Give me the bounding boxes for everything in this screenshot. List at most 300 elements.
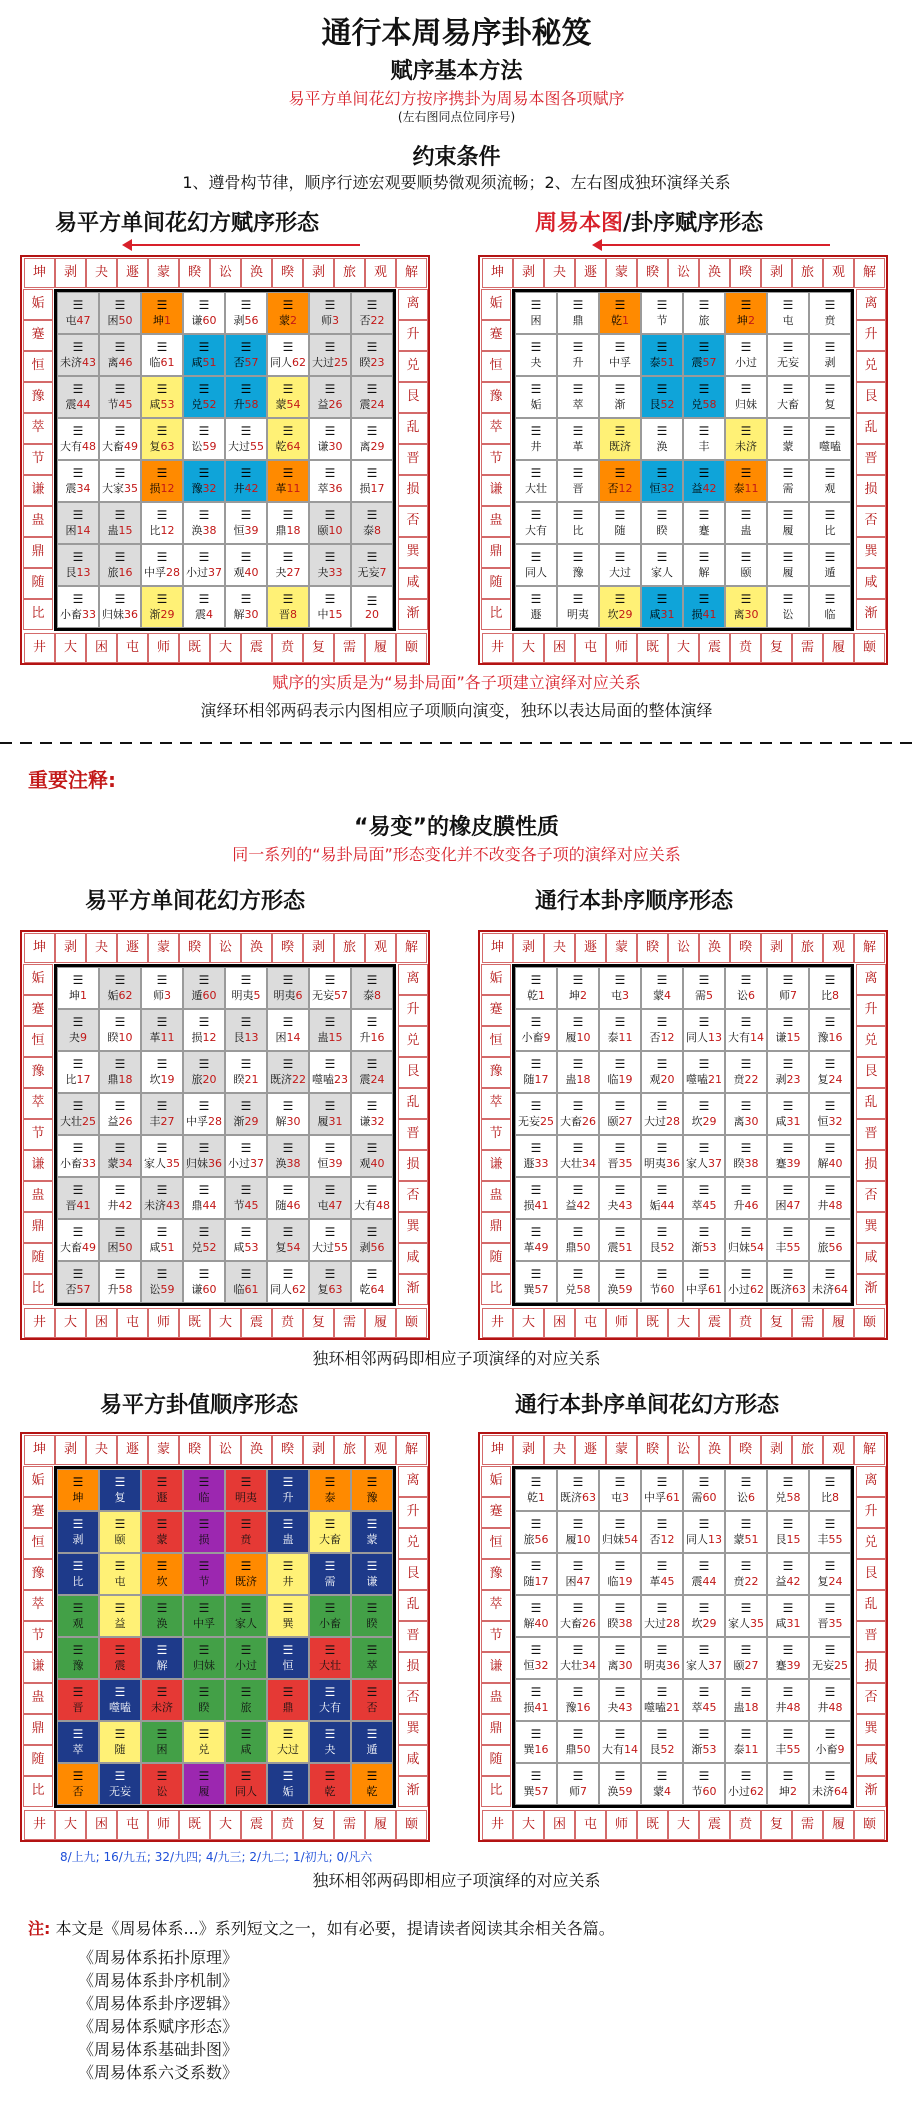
hexagram-cell xyxy=(141,1637,183,1679)
border-label-top: 涣 xyxy=(241,1435,272,1465)
hexagram-icon: ☰ xyxy=(698,973,710,987)
hexagram-label xyxy=(650,1741,675,1757)
hexagram-cell xyxy=(767,967,809,1009)
border-label-top: 暌 xyxy=(272,258,303,288)
hexagram-label xyxy=(779,1783,797,1799)
hexagram-icon: ☰ xyxy=(656,1015,668,1029)
hexagram-number: 29 xyxy=(160,608,175,621)
hexagram-label xyxy=(650,1239,675,1255)
hexagram-cell xyxy=(99,1637,141,1679)
hexagram-cell xyxy=(57,1595,99,1637)
border-label-bottom: 井 xyxy=(24,633,55,663)
hexagram-name: 颐 xyxy=(317,524,329,537)
hexagram-name: 节 xyxy=(691,1785,703,1798)
hexagram-cell xyxy=(99,418,141,460)
border-label-left: 萃 xyxy=(23,1590,53,1621)
hexagram-name: 大过 xyxy=(609,566,631,579)
hexagram-number: 31 xyxy=(786,1617,801,1630)
hexagram-label xyxy=(734,1197,759,1213)
border-label-bottom: 屯 xyxy=(117,633,148,663)
hexagram-icon: ☰ xyxy=(740,1517,752,1531)
hexagram-icon: ☰ xyxy=(240,1475,252,1489)
hexagram-icon: ☰ xyxy=(530,1099,542,1113)
hexagram-cell xyxy=(515,1511,557,1553)
hexagram-label xyxy=(783,564,794,580)
hexagram-icon: ☰ xyxy=(614,466,626,480)
hexagram-label xyxy=(560,1113,596,1129)
hexagram-label xyxy=(686,1281,722,1297)
hexagram-name: 离 xyxy=(107,356,119,369)
hexagram-icon: ☰ xyxy=(614,1015,626,1029)
hexagram-cell xyxy=(183,1469,225,1511)
hexagram-cell xyxy=(641,1637,683,1679)
hexagram-icon: ☰ xyxy=(324,1769,336,1783)
hexagram-icon: ☰ xyxy=(572,1015,584,1029)
hexagram-icon: ☰ xyxy=(72,382,84,396)
hexagram-label xyxy=(367,1531,378,1547)
hexagram-label xyxy=(192,1197,217,1213)
border-label-left: 恒 xyxy=(481,351,511,382)
border-label-bottom: 需 xyxy=(792,1810,823,1840)
hexagram-name: 升 xyxy=(572,356,584,369)
hexagram-label xyxy=(741,564,752,580)
hexagram-number: 44 xyxy=(702,1575,717,1588)
hexagram-name: 随 xyxy=(523,1575,535,1588)
hexagram-cell xyxy=(557,1553,599,1595)
hexagram-number: 35 xyxy=(618,1157,633,1170)
hexagram-icon: ☰ xyxy=(656,1267,668,1281)
border-label-top: 解 xyxy=(854,258,885,288)
hexagram-icon: ☰ xyxy=(824,1099,836,1113)
hexagram-cell xyxy=(225,1051,267,1093)
border-label-top: 旅 xyxy=(334,258,365,288)
hexagram-icon: ☰ xyxy=(614,298,626,312)
hexagram-number: 3 xyxy=(622,1491,629,1504)
hexagram-number: 14 xyxy=(750,1031,764,1044)
hexagram-icon: ☰ xyxy=(366,424,378,438)
hexagram-name: 复 xyxy=(817,1073,829,1086)
hexagram-number: 55 xyxy=(334,1241,348,1254)
hexagram-label xyxy=(734,1573,759,1589)
hexagram-icon: ☰ xyxy=(240,1685,252,1699)
board-grid xyxy=(512,1466,854,1808)
hexagram-cell xyxy=(767,1093,809,1135)
border-label-bottom: 贲 xyxy=(730,1308,761,1338)
border-label-left: 鼎 xyxy=(481,537,511,568)
hexagram-name: 恒 xyxy=(233,524,245,537)
hexagram-icon: ☰ xyxy=(156,1601,168,1615)
hexagram-name: 剥 xyxy=(775,1073,787,1086)
hexagram-label xyxy=(651,564,673,580)
hexagram-number: 40 xyxy=(370,1157,385,1170)
hexagram-number: 34 xyxy=(118,1157,133,1170)
hexagram-label xyxy=(109,1699,131,1715)
hexagram-icon: ☰ xyxy=(156,1225,168,1239)
hexagram-name: 明夷 xyxy=(644,1659,666,1672)
border-label-top: 剥 xyxy=(761,933,792,963)
hexagram-number: 30 xyxy=(744,608,759,621)
hexagram-number: 8 xyxy=(832,989,839,1002)
hexagram-cell xyxy=(767,1511,809,1553)
hexagram-label xyxy=(102,480,138,496)
border-label-bottom: 需 xyxy=(334,633,365,663)
hexagram-name: 涣 xyxy=(275,1157,287,1170)
hexagram-cell xyxy=(225,1553,267,1595)
hexagram-label xyxy=(186,564,222,580)
hexagram-cell xyxy=(309,586,351,628)
hexagram-cell xyxy=(225,544,267,586)
hexagram-label xyxy=(825,522,836,538)
hexagram-cell xyxy=(767,1135,809,1177)
hexagram-cell xyxy=(641,544,683,586)
hexagram-label xyxy=(235,1783,257,1799)
hexagram-cell xyxy=(599,1637,641,1679)
hexagram-cell xyxy=(57,376,99,418)
hexagram-label xyxy=(109,1783,131,1799)
hexagram-cell xyxy=(683,1051,725,1093)
hexagram-icon: ☰ xyxy=(698,1183,710,1197)
hexagram-cell xyxy=(557,292,599,334)
hexagram-number: 30 xyxy=(744,1115,759,1128)
hexagram-name: 泰 xyxy=(363,989,374,1002)
hexagram-name: 恒 xyxy=(523,1659,535,1672)
border-label-top: 观 xyxy=(823,933,854,963)
hexagram-name: 大畜 xyxy=(560,1617,582,1630)
border-label-right: 渐 xyxy=(856,1776,886,1807)
border-label-bottom: 既 xyxy=(637,633,668,663)
hexagram-number: 63 xyxy=(328,1283,343,1296)
hexagram-cell xyxy=(725,376,767,418)
hexagram-label xyxy=(60,438,96,454)
border-label-right: 晋 xyxy=(856,1119,886,1150)
hexagram-label xyxy=(777,396,799,412)
hexagram-number: 17 xyxy=(534,1073,549,1086)
hexagram-cell xyxy=(683,1219,725,1261)
hexagram-icon: ☰ xyxy=(366,973,378,987)
hexagram-cell xyxy=(57,1177,99,1219)
hexagram-cell xyxy=(809,460,851,502)
hexagram-cell xyxy=(351,376,393,418)
hexagram-icon: ☰ xyxy=(198,1727,210,1741)
hexagram-name: 噬嗑 xyxy=(819,440,841,453)
border-label-left: 比 xyxy=(23,1776,53,1807)
hexagram-cell xyxy=(557,334,599,376)
hexagram-icon: ☰ xyxy=(282,1015,294,1029)
hexagram-icon: ☰ xyxy=(324,1225,336,1239)
hexagram-label xyxy=(66,1197,91,1213)
hexagram-cell xyxy=(641,1679,683,1721)
hexagram-number: 37 xyxy=(250,1157,264,1170)
hexagram-number: 46 xyxy=(744,1199,759,1212)
hexagram-cell xyxy=(599,1051,641,1093)
hexagram-number: 7 xyxy=(580,1785,587,1798)
hexagram-icon: ☰ xyxy=(572,1559,584,1573)
hexagram-cell xyxy=(557,1177,599,1219)
board5-title: 易平方卦值顺序形态 xyxy=(100,1393,299,1418)
hexagram-label xyxy=(734,1071,759,1087)
hexagram-cell xyxy=(141,376,183,418)
hexagram-icon: ☰ xyxy=(282,298,294,312)
hexagram-cell xyxy=(267,1135,309,1177)
hexagram-cell xyxy=(641,460,683,502)
hexagram-name: 巽 xyxy=(523,1785,535,1798)
hexagram-name: 睽 xyxy=(198,1701,210,1714)
hexagram-label xyxy=(524,1281,549,1297)
border-label-bottom: 困 xyxy=(86,1810,117,1840)
border-label-bottom: 师 xyxy=(148,1308,179,1338)
hexagram-name: 坤 xyxy=(737,314,748,327)
hexagram-icon: ☰ xyxy=(198,1643,210,1657)
hexagram-name: 家人 xyxy=(686,1659,708,1672)
hexagram-icon: ☰ xyxy=(698,1015,710,1029)
border-label-bottom: 颐 xyxy=(396,1810,427,1840)
hexagram-cell xyxy=(183,418,225,460)
hexagram-number: 27 xyxy=(618,1115,633,1128)
hexagram-label xyxy=(692,1489,717,1505)
hexagram-cell xyxy=(309,460,351,502)
hexagram-number: 60 xyxy=(660,1283,675,1296)
hexagram-cell xyxy=(557,1093,599,1135)
hexagram-name: 蒙 xyxy=(366,1533,378,1546)
hexagram-cell xyxy=(557,1763,599,1805)
hexagram-number: 41 xyxy=(534,1199,549,1212)
border-label-right: 晋 xyxy=(856,444,886,475)
hexagram-cell xyxy=(351,334,393,376)
border-label-left: 随 xyxy=(481,568,511,599)
border-label-left: 随 xyxy=(23,1745,53,1776)
hexagram-number: 56 xyxy=(244,314,259,327)
hexagram-icon: ☰ xyxy=(614,1141,626,1155)
hexagram-icon: ☰ xyxy=(614,550,626,564)
hexagram-icon: ☰ xyxy=(782,1517,794,1531)
hexagram-label xyxy=(609,438,631,454)
hexagram-icon: ☰ xyxy=(198,382,210,396)
hexagram-number: 56 xyxy=(828,1241,843,1254)
hexagram-name: 蛊 xyxy=(740,524,752,537)
hexagram-icon: ☰ xyxy=(156,1141,168,1155)
hexagram-number: 9 xyxy=(837,1743,845,1756)
hexagram-icon: ☰ xyxy=(782,550,794,564)
hexagram-cell xyxy=(599,1469,641,1511)
hexagram-icon: ☰ xyxy=(282,1267,294,1281)
hexagram-name: 明夷 xyxy=(644,1157,666,1170)
hexagram-cell xyxy=(641,1261,683,1303)
hexagram-icon: ☰ xyxy=(572,466,584,480)
hexagram-label xyxy=(108,987,133,1003)
hexagram-number: 37 xyxy=(708,1157,722,1170)
hexagram-name: 革 xyxy=(149,1031,161,1044)
hexagram-label xyxy=(276,480,301,496)
hexagram-label xyxy=(363,522,381,538)
hexagram-name: 咸 xyxy=(233,1241,245,1254)
hexagram-number: 26 xyxy=(328,398,343,411)
border-label-top: 旅 xyxy=(334,933,365,963)
hexagram-icon: ☰ xyxy=(824,1141,836,1155)
hexagram-label xyxy=(186,1113,222,1129)
border-label-left: 姤 xyxy=(23,289,53,320)
hexagram-number: 18 xyxy=(744,1701,759,1714)
hexagram-name: 未济 xyxy=(812,1283,834,1296)
hexagram-cell xyxy=(225,1009,267,1051)
hexagram-icon: ☰ xyxy=(240,340,252,354)
hexagram-name: 大畜 xyxy=(60,1241,82,1254)
hexagram-label xyxy=(318,606,343,622)
hexagram-icon: ☰ xyxy=(366,1685,378,1699)
border-label-bottom: 困 xyxy=(544,1810,575,1840)
border-label-top: 解 xyxy=(396,933,427,963)
hexagram-icon: ☰ xyxy=(240,466,252,480)
hexagram-cell xyxy=(183,1177,225,1219)
hexagram-cell xyxy=(767,502,809,544)
hexagram-icon: ☰ xyxy=(198,340,210,354)
hexagram-label xyxy=(150,396,175,412)
hexagram-label xyxy=(73,1657,84,1673)
hexagram-number: 38 xyxy=(744,1157,759,1170)
border-label-bottom: 贲 xyxy=(272,1810,303,1840)
hexagram-icon: ☰ xyxy=(114,1267,126,1281)
hexagram-icon: ☰ xyxy=(782,298,794,312)
board6-title: 通行本卦序单间花幻方形态 xyxy=(515,1393,780,1418)
border-label-bottom: 困 xyxy=(544,633,575,663)
hexagram-icon: ☰ xyxy=(282,466,294,480)
hexagram-number: 47 xyxy=(786,1199,801,1212)
hexagram-name: 明夷 xyxy=(235,1491,257,1504)
hexagram-label xyxy=(602,1531,638,1547)
hexagram-label xyxy=(157,1657,168,1673)
hexagram-label xyxy=(241,1531,252,1547)
hexagram-cell xyxy=(267,334,309,376)
border-label-left: 鼎 xyxy=(23,1212,53,1243)
hexagram-number: 52 xyxy=(202,398,217,411)
hexagram-cell xyxy=(141,1469,183,1511)
hexagram-name: 坎 xyxy=(691,1617,703,1630)
hexagram-cell xyxy=(515,1093,557,1135)
hexagram-cell xyxy=(557,1219,599,1261)
hexagram-cell xyxy=(683,1469,725,1511)
hexagram-label xyxy=(608,480,633,496)
hexagram-label xyxy=(573,564,584,580)
hexagram-label xyxy=(657,312,668,328)
hexagram-label xyxy=(150,438,175,454)
hexagram-icon: ☰ xyxy=(282,1517,294,1531)
hexagram-label xyxy=(60,606,96,622)
hexagram-label xyxy=(150,1239,175,1255)
border-label-left: 节 xyxy=(23,1621,53,1652)
hexagram-icon: ☰ xyxy=(572,1685,584,1699)
hexagram-label xyxy=(321,312,339,328)
hexagram-label xyxy=(66,312,91,328)
hexagram-name: 大有 xyxy=(60,440,82,453)
hexagram-label xyxy=(319,1615,341,1631)
hexagram-name: 坤 xyxy=(569,989,580,1002)
hexagram-cell xyxy=(809,1511,851,1553)
hexagram-cell xyxy=(183,460,225,502)
hexagram-cell xyxy=(225,1177,267,1219)
hexagram-cell xyxy=(641,1093,683,1135)
border-label-top: 暌 xyxy=(730,1435,761,1465)
border-label-bottom: 大 xyxy=(668,633,699,663)
hexagram-label xyxy=(644,1113,680,1129)
hexagram-name: 谦 xyxy=(775,1031,787,1044)
hexagram-icon: ☰ xyxy=(572,340,584,354)
hexagram-label xyxy=(358,564,387,580)
hexagram-label xyxy=(73,1489,84,1505)
hexagram-icon: ☰ xyxy=(198,592,210,606)
hexagram-label xyxy=(192,987,217,1003)
hexagram-name: 明夷 xyxy=(567,608,589,621)
board-5 xyxy=(20,1432,430,1842)
hexagram-cell xyxy=(267,967,309,1009)
hexagram-number: 40 xyxy=(534,1617,549,1630)
hexagram-name: 同人 xyxy=(686,1031,708,1044)
hexagram-cell xyxy=(351,1177,393,1219)
hexagram-icon: ☰ xyxy=(614,1727,626,1741)
hexagram-icon: ☰ xyxy=(156,298,168,312)
hexagram-icon: ☰ xyxy=(324,466,336,480)
hexagram-name: 蒙 xyxy=(653,989,664,1002)
border-label-bottom: 履 xyxy=(365,1308,396,1338)
hexagram-label xyxy=(277,1741,299,1757)
constraint-title: 约束条件 xyxy=(412,145,501,170)
hexagram-number: 11 xyxy=(744,482,759,495)
hexagram-cell xyxy=(57,418,99,460)
border-label-right: 艮 xyxy=(398,382,428,413)
hexagram-name: 困 xyxy=(156,1743,168,1756)
hexagram-icon: ☰ xyxy=(114,340,126,354)
hexagram-cell xyxy=(641,1219,683,1261)
hexagram-label xyxy=(825,564,836,580)
border-label-right: 巽 xyxy=(398,1212,428,1243)
hexagram-number: 60 xyxy=(202,314,217,327)
hexagram-name: 丰 xyxy=(775,1241,787,1254)
hexagram-cell xyxy=(515,967,557,1009)
hexagram-cell xyxy=(767,1177,809,1219)
hexagram-cell xyxy=(809,1177,851,1219)
hexagram-icon: ☰ xyxy=(614,340,626,354)
hexagram-icon: ☰ xyxy=(72,1475,84,1489)
hexagram-name: 坤 xyxy=(72,1491,84,1504)
hexagram-label xyxy=(235,1489,257,1505)
border-label-top: 睽 xyxy=(179,1435,210,1465)
hexagram-icon: ☰ xyxy=(198,1475,210,1489)
hexagram-cell xyxy=(515,1595,557,1637)
hexagram-label xyxy=(115,1615,126,1631)
hexagram-label xyxy=(283,1783,294,1799)
hexagram-number: 45 xyxy=(660,1575,675,1588)
hexagram-label xyxy=(234,564,259,580)
hexagram-label xyxy=(283,1699,294,1715)
hexagram-label xyxy=(241,1741,252,1757)
hexagram-number: 62 xyxy=(292,356,306,369)
border-label-bottom: 贲 xyxy=(730,1810,761,1840)
hexagram-name: 贲 xyxy=(733,1073,745,1086)
hexagram-name: 艮 xyxy=(233,1031,245,1044)
hexagram-label xyxy=(728,1239,764,1255)
hexagram-icon: ☰ xyxy=(740,1559,752,1573)
hexagram-icon: ☰ xyxy=(782,508,794,522)
hexagram-number: 14 xyxy=(76,524,91,537)
border-label-bottom: 大 xyxy=(55,633,86,663)
hexagram-label xyxy=(192,354,217,370)
hexagram-icon: ☰ xyxy=(530,1727,542,1741)
hexagram-icon: ☰ xyxy=(530,1685,542,1699)
hexagram-name: 比 xyxy=(821,1491,832,1504)
hexagram-icon: ☰ xyxy=(656,466,668,480)
hexagram-label xyxy=(653,1783,671,1799)
hexagram-number: 44 xyxy=(202,1199,217,1212)
border-label-bottom: 颐 xyxy=(854,633,885,663)
hexagram-name: 颐 xyxy=(607,1115,619,1128)
